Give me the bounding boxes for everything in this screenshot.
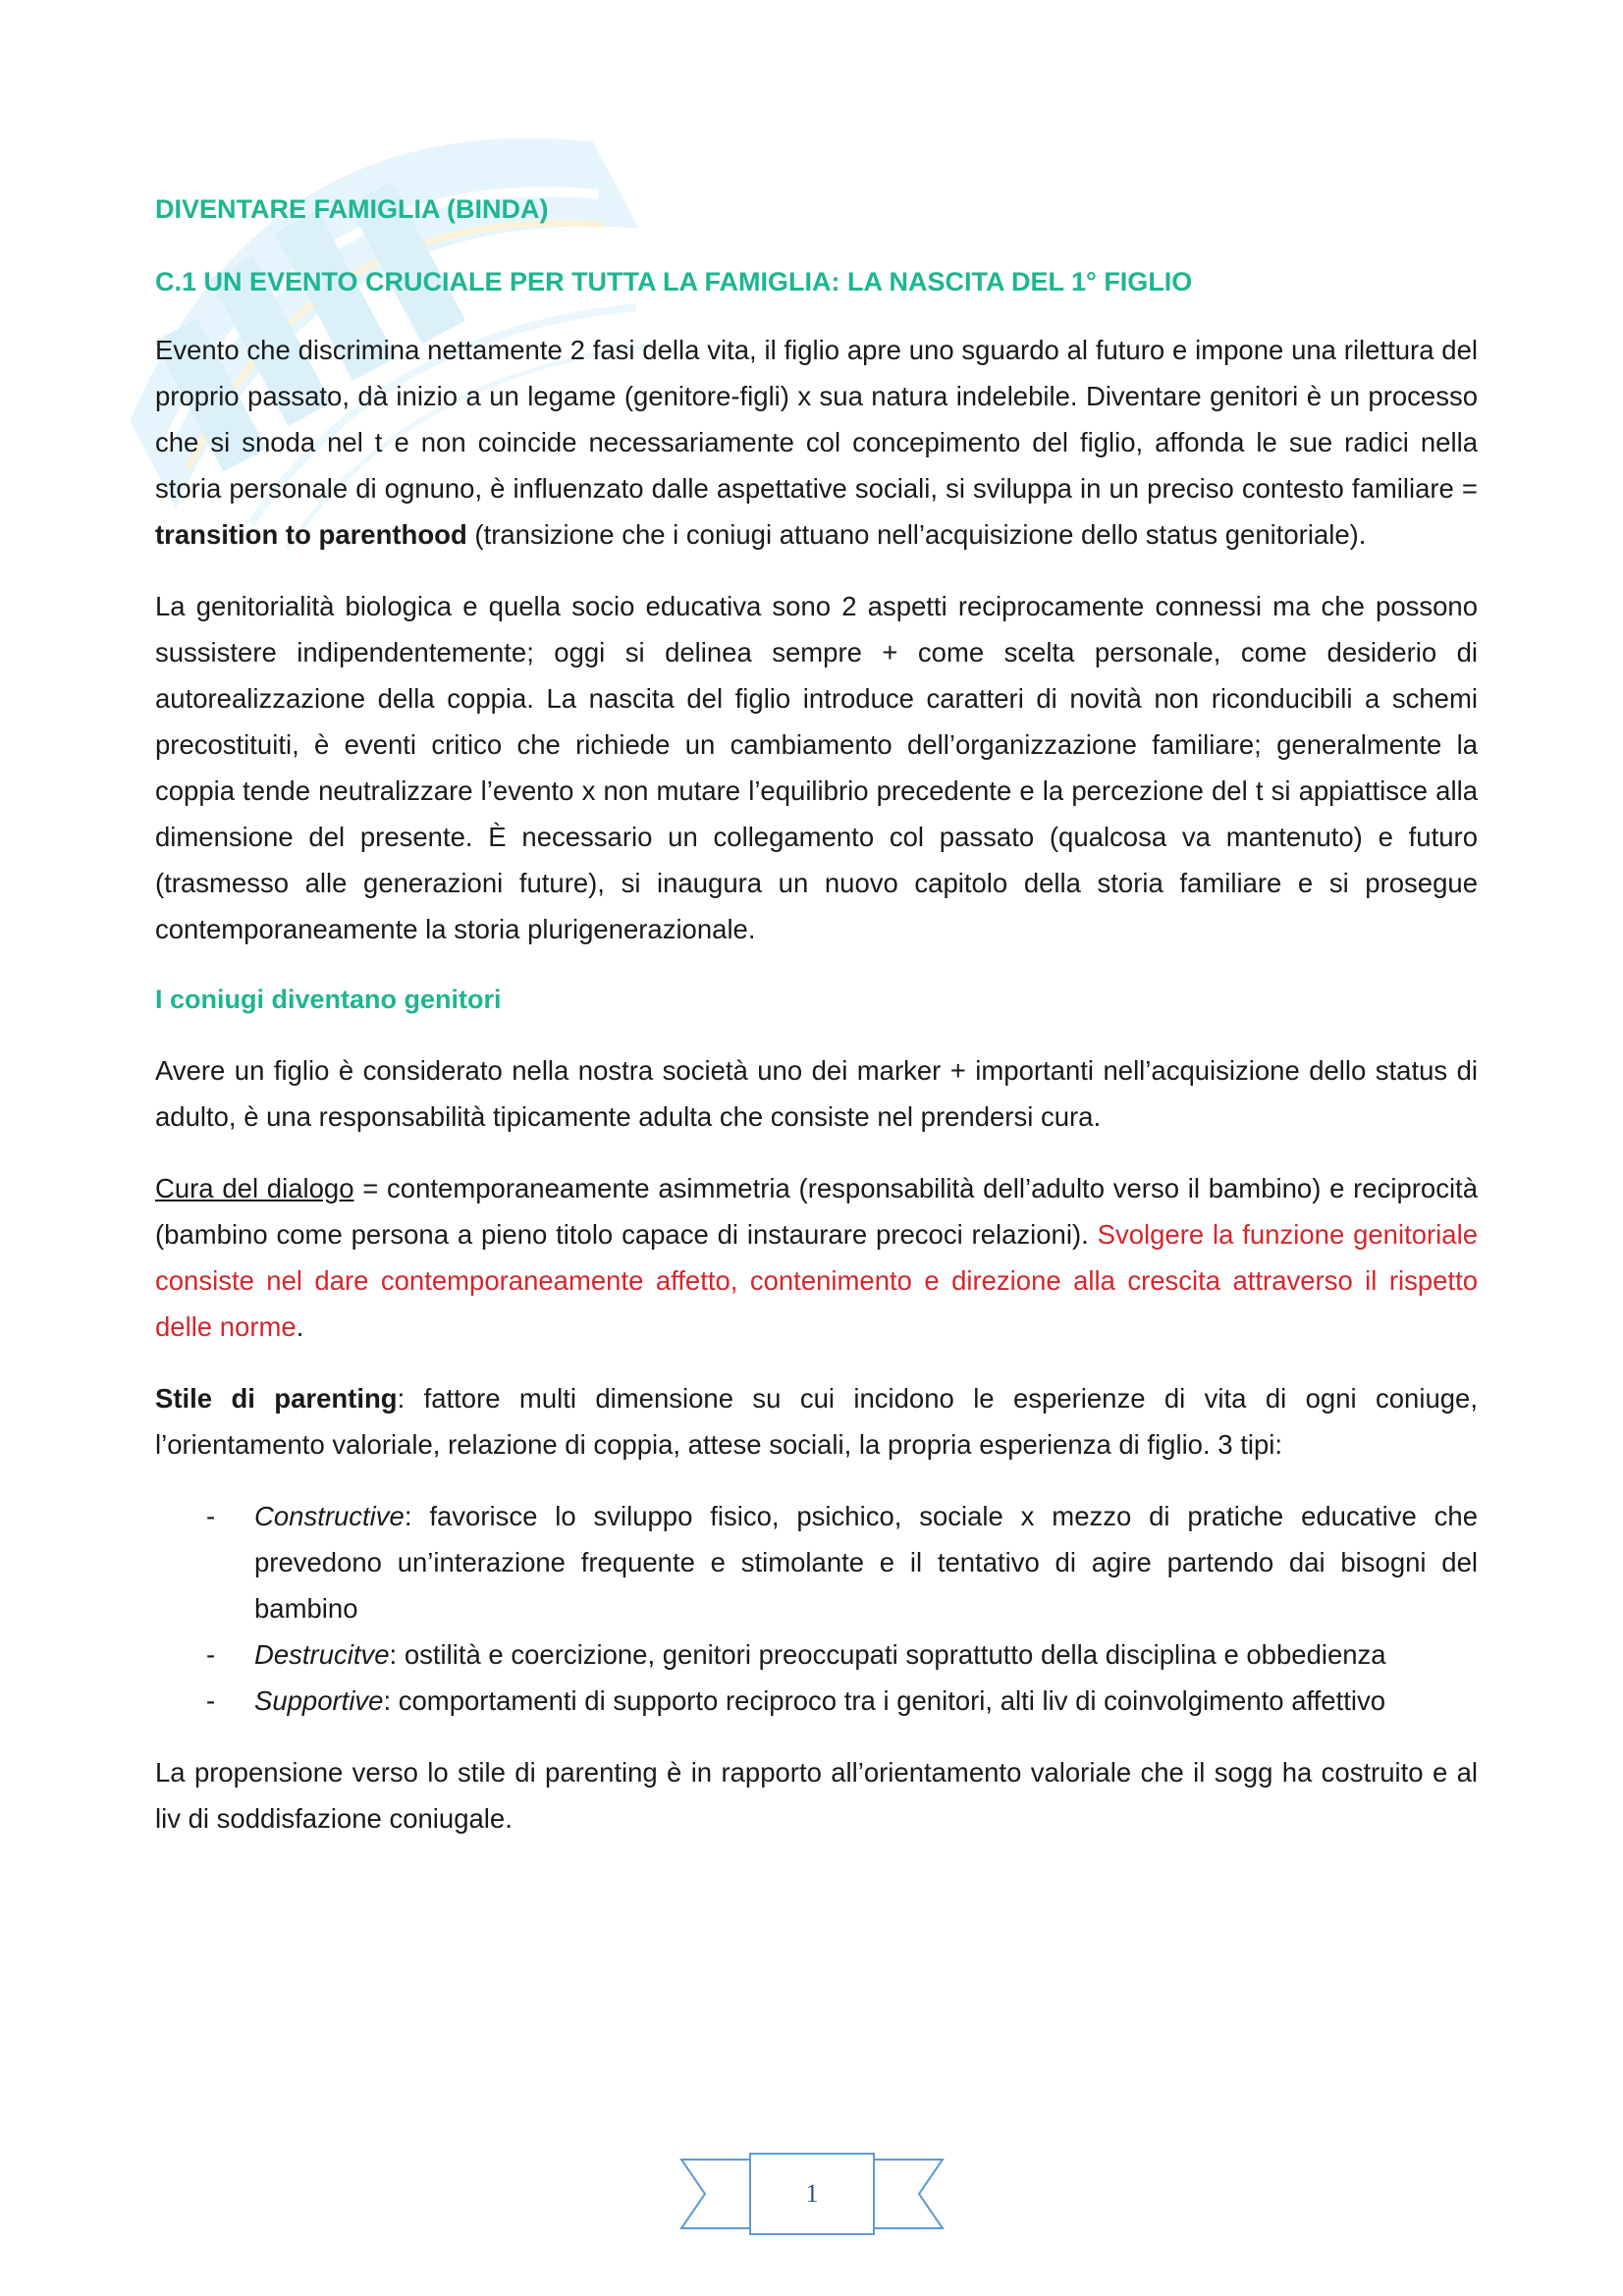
underlined-term: Cura del dialogo bbox=[155, 1173, 354, 1203]
list-text: : ostilità e coercizione, genitori preoccupati soprattutto della disciplina e obbedienza bbox=[389, 1639, 1386, 1670]
list-item bbox=[155, 1631, 1478, 1678]
dash-bullet: - bbox=[206, 1639, 216, 1670]
paragraph-marker: Avere un figlio è considerato nella nostra società uno dei marker + importanti nell’acquisizione dello status di adulto, è una responsabilità tipicamente adulta che consiste nel prendersi cura. bbox=[155, 1055, 1478, 1132]
paragraph-cura-dialogo bbox=[155, 1165, 1478, 1350]
section-subheading: I coniugi diventano genitori bbox=[155, 985, 502, 1014]
paragraph-text: = contemporaneamente asimmetria (responsabilità dell’adulto verso il bambino) e reciprocità (bambino come persona a pieno titolo capace di instaurare precoci relazioni). bbox=[155, 1173, 1478, 1250]
page-number: 1 bbox=[805, 2179, 819, 2208]
chapter-heading: C.1 UN EVENTO CRUCIALE PER TUTTA LA FAMIGLIA: LA NASCITA DEL 1° FIGLIO bbox=[155, 267, 1193, 296]
list-term: Constructive bbox=[254, 1501, 405, 1531]
paragraph-propensione: La propensione verso lo stile di parenting è in rapporto all’orientamento valoriale che il sogg ha costruito e al liv di soddisfazione coniugale. bbox=[155, 1757, 1478, 1834]
key-term: transition to parenthood bbox=[155, 519, 467, 550]
dash-bullet: - bbox=[206, 1501, 216, 1531]
list-item bbox=[155, 1493, 1478, 1631]
paragraph-text: (transizione che i coniugi attuano nell’acquisizione dello status genitoriale). bbox=[466, 519, 1367, 550]
list-text: : comportamenti di supporto reciproco tra i genitori, alti liv di coinvolgimento affettivo bbox=[383, 1685, 1386, 1716]
paragraph-genitorialita: La genitorialità biologica e quella socio educativa sono 2 aspetti reciprocamente connessi ma che possono sussistere indipendentemente; oggi si delinea sempre + come scelta personale, come desiderio di autorealizzazione della coppia. La nascita del figlio introduce caratteri di novità non riconducibili a schemi precostituiti, è eventi critico che richiede un cambiamento dell’organizzazione familiare; generalmente la coppia tende neutralizzare l’evento x non mutare l’equilibrio precedente e la percezione del t si appiattisce alla dimensione del presente. È necessario un collegamento col passato (qualcosa va mantenuto) e futuro (trasmesso alle generazioni future), si inaugura un nuovo capitolo della storia familiare e si prosegue contemporaneamente la storia plurigenerazionale. bbox=[155, 591, 1478, 944]
list-term: Supportive bbox=[254, 1685, 384, 1716]
highlighted-text: Svolgere la funzione genitoriale consiste nel dare contemporaneamente affetto, contenimento e direzione alla crescita attraverso il rispetto delle norme bbox=[155, 1219, 1478, 1342]
document-body bbox=[155, 187, 1478, 1842]
document-title: DIVENTARE FAMIGLIA (BINDA) bbox=[155, 194, 549, 224]
list-text: : favorisce lo sviluppo fisico, psichico, sociale x mezzo di pratiche educative che prevedono un’interazione frequente e stimolante e il tentativo di agire partendo dai bisogni del bambino bbox=[254, 1501, 1478, 1624]
parenting-types-list bbox=[155, 1493, 1478, 1724]
paragraph-text: . bbox=[296, 1311, 304, 1342]
dash-bullet: - bbox=[206, 1685, 216, 1716]
paragraph-transition bbox=[155, 327, 1478, 558]
page-number-footer bbox=[679, 2152, 945, 2240]
list-term: Destrucitve bbox=[254, 1639, 390, 1670]
list-item bbox=[155, 1678, 1478, 1724]
paragraph-text: : fattore multi dimensione su cui incidono le esperienze di vita di ogni coniuge, l’orientamento valoriale, relazione di coppia, attese sociali, la propria esperienza di figlio. 3 tipi: bbox=[155, 1383, 1478, 1460]
key-term: Stile di parenting bbox=[155, 1383, 398, 1414]
paragraph-text: Evento che discrimina nettamente 2 fasi della vita, il figlio apre uno sguardo al futuro e impone una rilettura del proprio passato, dà inizio a un legame (genitore-figli) x sua natura indelebile. Diventare genitori è un processo che si snoda nel t e non coincide necessariamente col concepimento del figlio, affonda le sue radici nella storia personale di ognuno, è influenzato dalle aspettative sociali, si sviluppa in un preciso contesto familiare = bbox=[155, 335, 1478, 504]
paragraph-stile-parenting bbox=[155, 1375, 1478, 1468]
